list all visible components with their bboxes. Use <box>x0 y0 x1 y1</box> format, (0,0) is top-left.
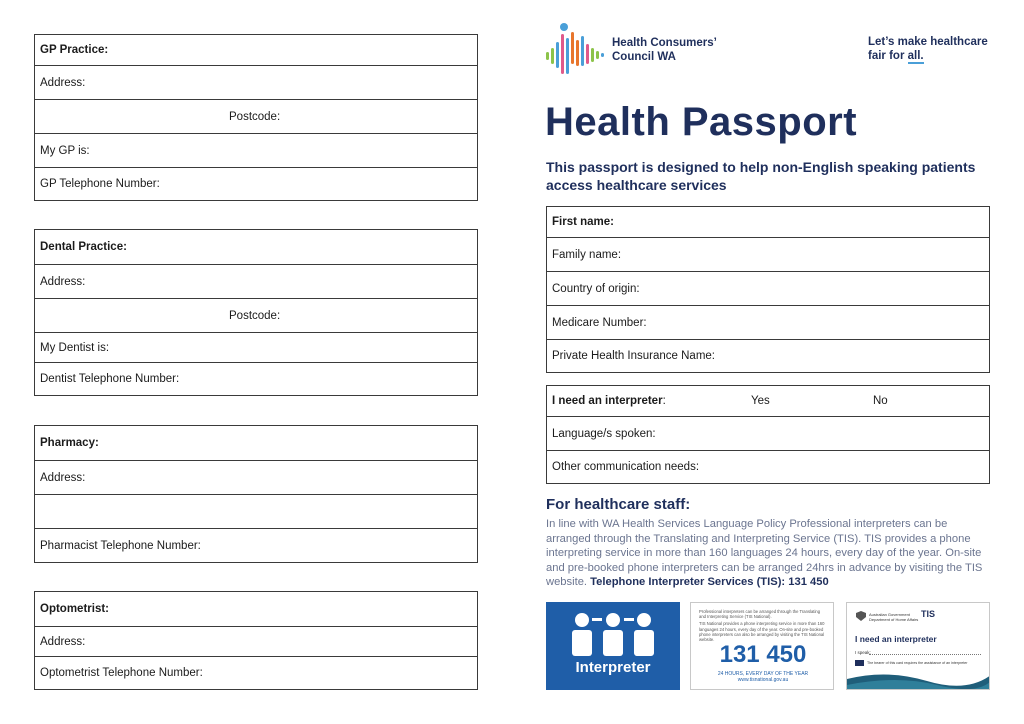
tis-hours: 24 HOURS, EVERY DAY OF THE YEAR <box>717 671 809 677</box>
gp-address-label: Address: <box>40 76 86 89</box>
tis-card-smallprint <box>699 609 827 642</box>
tagline-emphasis: all. <box>907 50 924 62</box>
gp-postcode-field[interactable] <box>35 99 477 133</box>
staff-heading: For healthcare staff: <box>546 496 691 513</box>
org-name-line1: Health Consumers’ <box>612 37 717 49</box>
interpreter-need-label: I need an interpreter <box>552 395 663 407</box>
pharmacist-phone-field[interactable] <box>35 528 477 562</box>
gp-practice-table <box>34 34 478 201</box>
page-subtitle: This passport is designed to help non-English speaking patients access healthcare services <box>546 159 976 193</box>
pharmacist-phone-label: Pharmacist Telephone Number: <box>40 539 201 552</box>
country-of-origin-field[interactable] <box>547 271 989 305</box>
dental-address-label: Address: <box>40 275 86 288</box>
my-dentist-label: My Dentist is: <box>40 341 110 354</box>
tagline <box>868 35 988 63</box>
tagline-line2 <box>868 49 988 63</box>
card-wave-decoration <box>847 669 990 690</box>
country-of-origin-label: Country of origin: <box>552 282 640 295</box>
hcc-logo-icon <box>546 22 610 78</box>
gov-department <box>869 612 918 622</box>
tagline-line2-text: fair for <box>868 50 908 62</box>
my-gp-label: My GP is: <box>40 144 90 157</box>
gp-practice-heading: GP Practice: <box>40 44 109 56</box>
dental-postcode-field[interactable] <box>35 298 477 332</box>
pharmacy-address-label: Address: <box>40 471 86 484</box>
interpreter-table <box>546 385 990 484</box>
tagline-line1: Let’s make healthcare <box>868 36 988 48</box>
staff-body-text: In line with WA Health Services Language Policy Professional interpreters can be arranged through the Translating and Interpreting Service (TIS). TIS provides a phone interpreting service in more than 160 languages 24 hours, every day of the year. On-site and pre-booked phone interpreters can be arranged 24hrs in advance by visiting the TIS website. <box>546 518 983 589</box>
tis-small-2: TIS National provides a phone interpreting service in more than 160 languages 24 hours, every day of the year. On-site and pre-booked phone interpreters can also be arranged by visiting the TIS National website. <box>699 621 825 643</box>
tis-small-1: Professional interpreters can be arranged through the Translating and Interpreting Service (TIS National). <box>699 609 821 620</box>
languages-spoken-field[interactable] <box>547 416 989 450</box>
optometrist-phone-field[interactable] <box>35 656 477 689</box>
gp-phone-label: GP Telephone Number: <box>40 178 160 190</box>
medicare-number-label: Medicare Number: <box>552 316 647 329</box>
interpreter-people-icon <box>568 612 658 656</box>
card-speak-line <box>869 654 981 655</box>
interpreter-card <box>846 602 990 690</box>
family-name-field[interactable] <box>547 237 989 271</box>
first-name-field[interactable] <box>547 207 989 237</box>
card-symbol-icon <box>855 660 864 666</box>
gov-line1: Australian Government <box>869 612 910 617</box>
interpreter-need-row <box>547 386 989 416</box>
tis-logo: TIS <box>921 609 936 619</box>
insurance-name-label: Private Health Insurance Name: <box>552 350 715 362</box>
dentist-phone-field[interactable] <box>35 362 477 395</box>
languages-spoken-label: Language/s spoken: <box>552 427 656 440</box>
dental-postcode-label: Postcode: <box>229 309 281 322</box>
my-gp-field[interactable] <box>35 133 477 167</box>
optometrist-heading: Optometrist: <box>40 603 109 615</box>
gp-phone-field[interactable] <box>35 167 477 200</box>
other-communication-label: Other communication needs: <box>552 461 700 473</box>
pharmacy-heading: Pharmacy: <box>40 437 99 449</box>
personal-details-table <box>546 206 990 373</box>
pharmacy-table <box>34 425 478 563</box>
page-title: Health Passport <box>545 100 858 144</box>
interpreter-symbol-card <box>546 602 680 690</box>
tis-card-footer <box>691 671 835 683</box>
family-name-label: Family name: <box>552 248 622 261</box>
interpreter-no-option[interactable]: No <box>873 395 888 407</box>
other-communication-field[interactable] <box>547 450 989 483</box>
gp-address-field[interactable] <box>35 65 477 99</box>
card-i-speak: I speak: <box>855 650 871 655</box>
optometrist-phone-label: Optometrist Telephone Number: <box>40 667 203 679</box>
gov-line2: Department of Home Affairs <box>869 617 919 622</box>
optometrist-table <box>34 591 478 690</box>
medicare-number-field[interactable] <box>547 305 989 339</box>
dental-practice-table <box>34 229 478 396</box>
dental-address-field[interactable] <box>35 264 477 298</box>
tis-number: 131 450 <box>719 641 807 668</box>
tis-number-card <box>690 602 834 690</box>
pharmacy-address-field[interactable] <box>35 460 477 494</box>
hcc-logo <box>546 22 616 78</box>
my-dentist-field[interactable] <box>35 332 477 362</box>
coat-of-arms-icon <box>855 611 867 621</box>
organisation-name <box>612 36 717 64</box>
gp-postcode-label: Postcode: <box>229 110 281 123</box>
tis-url[interactable]: www.tisnational.gov.au <box>737 677 789 683</box>
pharmacy-address-line2-field[interactable] <box>35 494 477 528</box>
interpreter-yes-option[interactable]: Yes <box>751 395 770 407</box>
interpreter-need-colon: : <box>662 395 666 407</box>
dentist-phone-label: Dentist Telephone Number: <box>40 373 180 385</box>
interpreter-symbol-label: Interpreter <box>575 659 651 676</box>
optometrist-address-field[interactable] <box>35 626 477 656</box>
first-name-label: First name: <box>552 216 614 228</box>
insurance-name-field[interactable] <box>547 339 989 372</box>
card-need-interpreter: I need an interpreter <box>855 634 937 644</box>
org-name-line2: Council WA <box>612 51 676 63</box>
optometrist-address-label: Address: <box>40 635 86 648</box>
dental-practice-heading: Dental Practice: <box>40 241 127 253</box>
card-bearer-text: The bearer of this card requires the assistance of an interpreter <box>867 661 968 665</box>
tis-phone-text: Telephone Interpreter Services (TIS): 131 450 <box>590 576 829 589</box>
staff-paragraph <box>546 517 992 590</box>
